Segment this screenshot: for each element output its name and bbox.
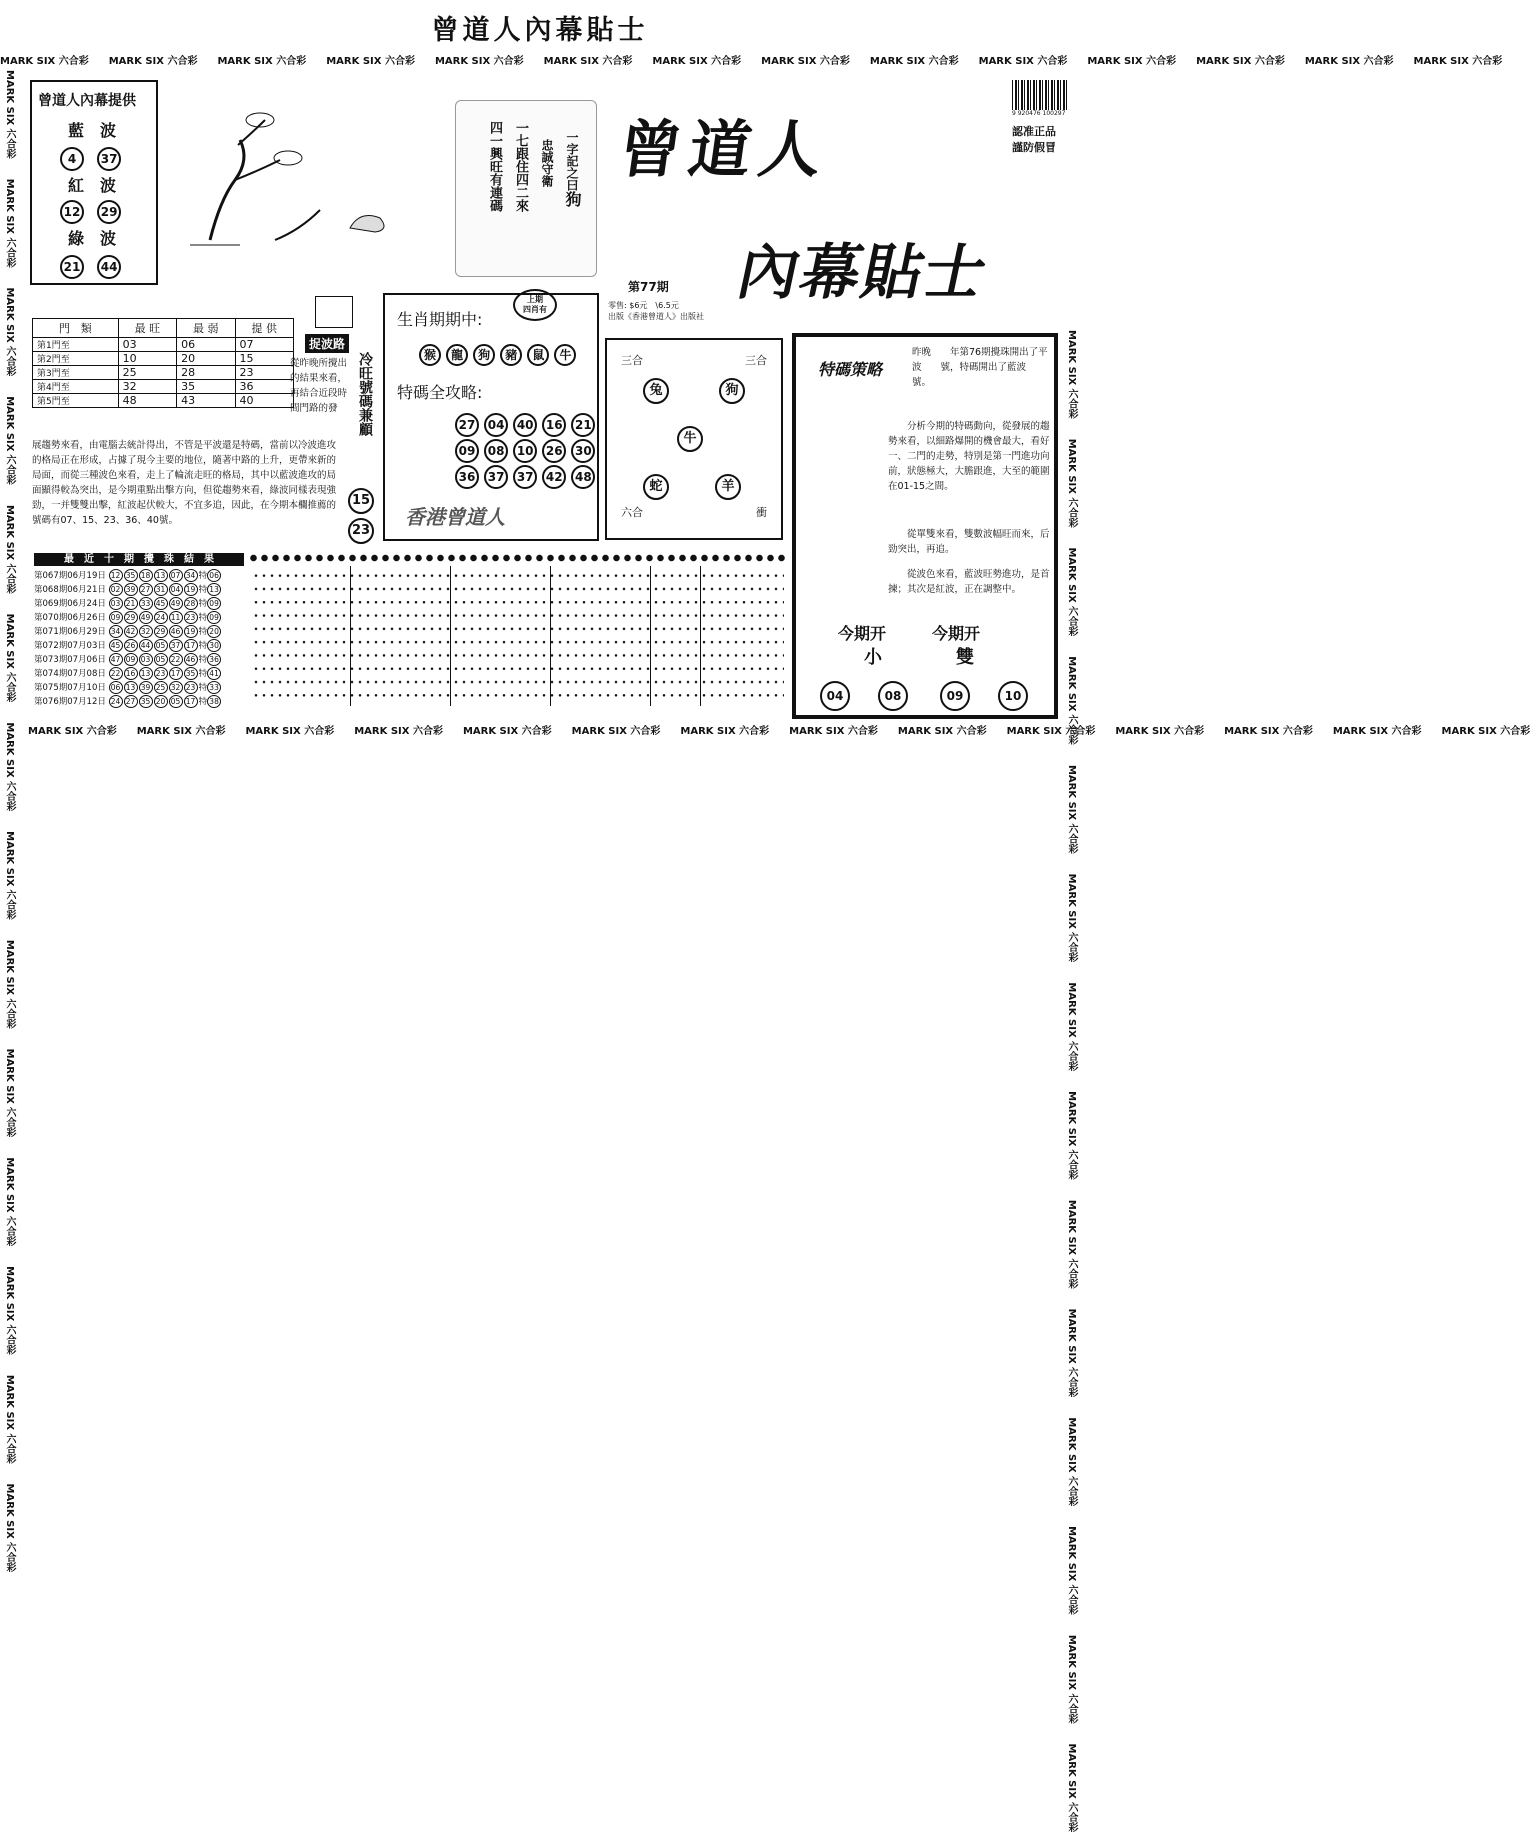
red-wave-label: 紅 波	[68, 176, 117, 195]
results-table	[34, 569, 222, 709]
grid-divider	[700, 566, 701, 706]
issue-label: 第77期	[628, 280, 669, 294]
table-row: 第069期06月24日 03 21 33 45 49 28 特 09	[34, 597, 222, 611]
table-row: 第1門至 03 06 07	[33, 338, 294, 352]
bottom-strip: MARK SIX 六合彩 MARK SIX 六合彩 MARK SIX 六合彩 MARK SIX 六合彩 MARK SIX 六合彩 MARK SIX 六合彩 MARK SIX 六合彩 MARK SIX 六合彩 MARK SIX 六合彩 MARK SIX 六合彩 MARK SIX 六合彩 MARK SIX 六合彩 MARK SIX 六合彩 MARK SIX 六合彩	[28, 726, 1530, 737]
grid-divider	[450, 566, 451, 706]
snake-circle: 蛇	[643, 474, 669, 500]
grid-divider	[550, 566, 551, 706]
stats-table: 門 類 最 旺 最 弱 提 供 第1門至 03 06 07 第2門至 10 20 15 第3門至 25 28 23 第4門至 32 35 36 第5門至 48 43 40	[32, 318, 294, 408]
last-issue-badge: 上期 四肖有	[513, 289, 557, 321]
red-num-2: 29	[97, 200, 121, 224]
scroll-bold-char: 狗	[563, 191, 582, 207]
green-num-2: 44	[97, 255, 121, 279]
table-row: 第5門至 48 43 40	[33, 394, 294, 408]
table-row: 第073期07月06日 47 09 03 05 22 46 特 36	[34, 653, 222, 667]
table-row: 第076期07月12日 24 27 35 20 05 17 特 38	[34, 695, 222, 709]
grid-divider	[350, 566, 351, 706]
panel-header: 曾道人內幕提供	[38, 93, 136, 109]
table-row: 第071期06月29日 34 42 32 29 46 19 特 20	[34, 625, 222, 639]
zhuo-icon	[315, 296, 353, 328]
zhuo-num-2: 23	[348, 518, 374, 544]
rabbit-circle: 兔	[643, 378, 669, 404]
zhuo-title: 捉波路	[305, 334, 349, 353]
barcode-icon	[1012, 80, 1067, 110]
ox-circle: 牛	[677, 426, 703, 452]
left-strip: MARK SIX 六合彩 MARK SIX 六合彩 MARK SIX 六合彩 MARK SIX 六合彩 MARK SIX 六合彩 MARK SIX 六合彩 MARK SIX 六合彩 MARK SIX 六合彩 MARK SIX 六合彩 MARK SIX 六合彩 MARK SIX 六合彩 MARK SIX 六合彩 MARK SIX 六合彩 MARK SIX 六合彩	[4, 70, 15, 1573]
dog-circle: 狗	[719, 378, 745, 404]
scroll-box: 一字記之曰狗 忠誠守衛 一七跟住四二來 四一興旺有連碼	[455, 100, 597, 277]
green-num-1: 21	[60, 255, 84, 279]
table-row: 第072期07月03日 45 26 44 05 37 17 特 30	[34, 639, 222, 653]
table-row: 第3門至 25 28 23	[33, 366, 294, 380]
trend-grid	[252, 569, 784, 702]
top-title: 曾道人內幕貼士	[431, 15, 649, 46]
table-row: 第068期06月21日 02 39 27 31 04 19 特 13	[34, 583, 222, 597]
strategy-title: 特碼策略	[818, 360, 883, 379]
scroll-col3: 一七跟住四二來	[513, 121, 528, 212]
table-row: 第067期06月19日 12 35 18 13 07 34 特 06	[34, 569, 222, 583]
issue-price: 零售: $6元 \6.5元	[608, 301, 679, 310]
strategy-box: 特碼策略 昨晚 年第76期攪珠開出了平波 號，特碼開出了藍波 號。 分析今期的特碼動向，從發展的趨勢來看，以細路爆開的機會最大，看好一、二門的走勢，特別是第一門進功向前，狀態極大，大膽跟進，大至的範圍在01-15之間。 從單雙來看，雙數波幅旺而來，后勁突出，再追。 從波色來看，藍波旺勢進功，是首揀；其次是紅波，正在調整中。 今期开 小 今期开 雙 04 08 09 10	[792, 333, 1058, 719]
green-wave-label: 綠 波	[68, 229, 117, 248]
zodiac-title: 生肖期期中:	[397, 310, 483, 329]
big-title-line2: 內幕貼士	[731, 238, 995, 308]
results-header: 最 近 十 期 攪 珠 結 果	[34, 553, 244, 566]
top-strip: MARK SIX 六合彩 MARK SIX 六合彩 MARK SIX 六合彩 MARK SIX 六合彩 MARK SIX 六合彩 MARK SIX 六合彩 MARK SIX 六合彩 MARK SIX 六合彩 MARK SIX 六合彩 MARK SIX 六合彩 MARK SIX 六合彩 MARK SIX 六合彩 MARK SIX 六合彩 MARK SIX 六合彩	[0, 56, 1503, 67]
blue-num-1: 4	[60, 147, 84, 171]
table-row: 第070期06月26日 09 29 49 24 11 23 特 09	[34, 611, 222, 625]
signature: 香港曾道人	[405, 505, 505, 529]
zhuo-body: 展趨勢來看，由電腦去統計得出，不管是平波還是特碼，當前以冷波進攻的格局正在形成，占據了現今主要的地位，隨著中路的上升，更帶來新的局面，而從三種波色來看，走上了輪流走旺的格局，其中以藍波進攻的局面顯得較為突出，是今期重點出擊方向，但從趨勢來看，綠波同樣表現強勁，一并雙雙出擊，紅波起伏較大，不宜多追，因此，在今期本欄推薦的號碼有07、15、23、36、40號。	[32, 440, 337, 526]
wave-color-panel	[30, 80, 158, 285]
results-dot-row	[248, 553, 788, 563]
zhuo-num-1: 15	[348, 488, 374, 514]
issue-publisher: 出版《香港曾道人》出版社	[608, 312, 704, 321]
red-num-1: 12	[60, 200, 84, 224]
goat-circle: 羊	[715, 474, 741, 500]
zhuo-side: 冷旺號碼兼顧	[357, 352, 373, 436]
table-row: 第075期07月10日 06 13 39 25 32 23 特 33	[34, 681, 222, 695]
special-grid: 27 04 40 16 21 09 08 10 26 30 36 37 37 42 48	[455, 411, 597, 489]
tree-illustration	[180, 100, 400, 260]
grid-divider	[650, 566, 651, 706]
table-row: 第2門至 10 20 15	[33, 352, 294, 366]
table-row: 第4門至 32 35 36	[33, 380, 294, 394]
blue-num-2: 37	[97, 147, 121, 171]
zodiac-box: 生肖期期中: 上期 四肖有 猴 龍 狗 豬 鼠 牛 特碼全攻略: 27 04 40 16 21 09 08 10 26 30 36 37 37 42 48 香港曾道人	[383, 293, 599, 541]
big-title-line1: 曾道人	[614, 113, 835, 186]
special-title: 特碼全攻略:	[397, 383, 483, 402]
barcode-area: 9 920476 100297 認准正品 謹防假冒	[1012, 80, 1067, 155]
zhuo-intro: 從昨晚所攪出的結果來看，再結合近段時間門路的發	[290, 358, 348, 414]
blue-wave-label: 藍 波	[68, 121, 117, 140]
scroll-col4: 四一興旺有連碼	[487, 121, 502, 212]
sanhe-box: 三合 三合 六合 衝 兔 狗 牛 蛇 羊	[605, 338, 783, 540]
right-strip: MARK SIX 六合彩 MARK SIX 六合彩 MARK SIX 六合彩 MARK SIX 六合彩 MARK SIX 六合彩 MARK SIX 六合彩 MARK SIX 六合彩 MARK SIX 六合彩 MARK SIX 六合彩 MARK SIX 六合彩 MARK SIX 六合彩 MARK SIX 六合彩 MARK SIX 六合彩 MARK SIX 六合彩	[1066, 330, 1077, 1832]
scroll-col2: 忠誠守衛	[540, 139, 554, 187]
table-row: 第074期07月08日 22 16 13 23 17 35 特 41	[34, 667, 222, 681]
